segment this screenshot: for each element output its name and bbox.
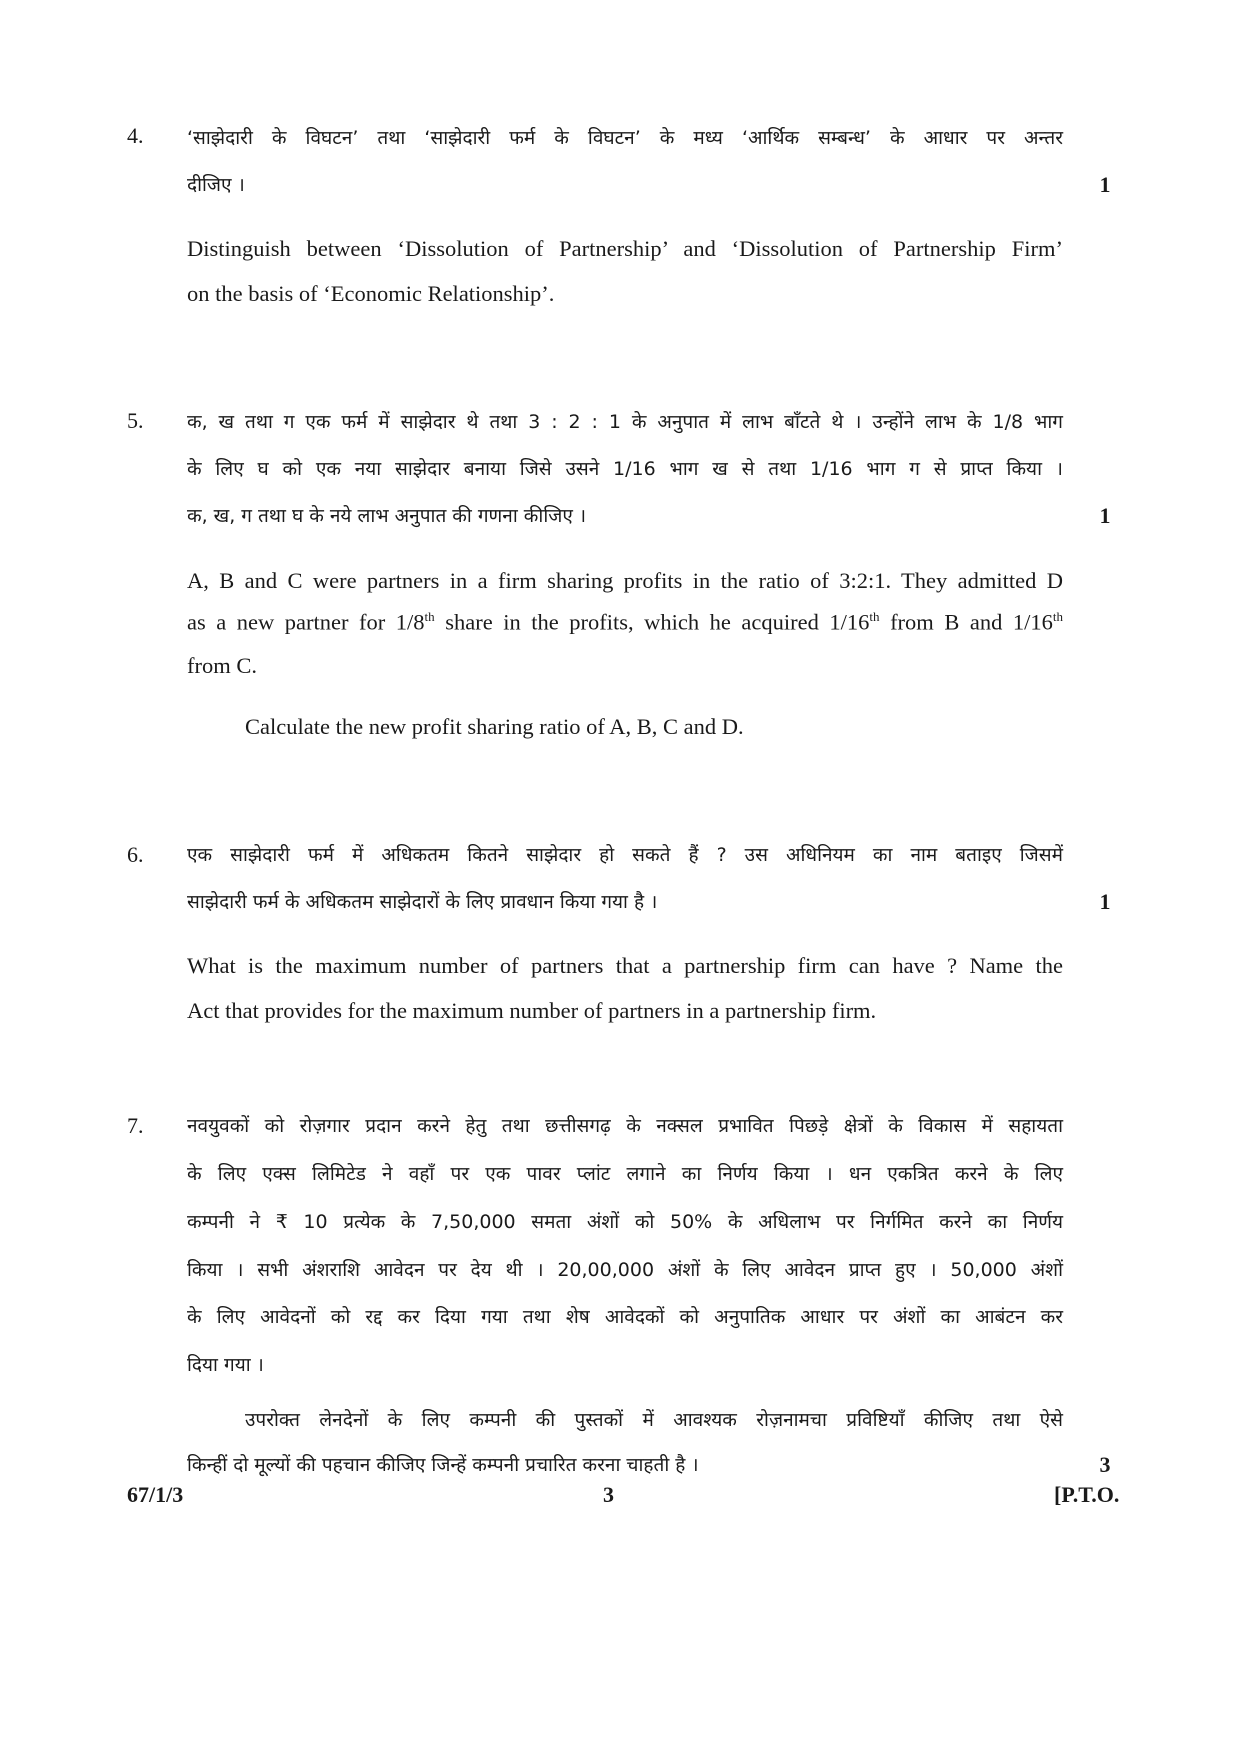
question-7-hindi-line-2: के लिए एक्स लिमिटेड ने वहाँ पर एक पावर प्लांट लगाने का निर्णय किया । धन एकत्रित करने के लिए: [187, 1163, 1063, 1185]
question-7-hindi-line-8: किन्हीं दो मूल्यों की पहचान कीजिए जिन्हें कम्पनी प्रचारित करना चाहती है ।: [187, 1454, 699, 1476]
text-span: as a new partner for 1/8: [187, 609, 425, 635]
question-4-english-line-2: on the basis of ‘Economic Relationship’.: [187, 281, 555, 306]
question-7-hindi-line-5: के लिए आवेदनों को रद्द कर दिया गया तथा शेष आवेदकों को अनुपातिक आधार पर अंशों का आबंटन कर: [187, 1306, 1063, 1328]
question-5-english-line-1: A, B and C were partners in a firm sharing profits in the ratio of 3:2:1. They admitted D: [187, 568, 1063, 593]
question-5-english-line-3: from C.: [187, 653, 257, 678]
question-7-hindi-line-7: उपरोक्त लेनदेनों के लिए कम्पनी की पुस्तकों में आवश्यक रोज़नामचा प्रविष्टियाँ कीजिए तथा ऐसे: [245, 1409, 1063, 1431]
question-7-marks: 3: [1099, 1452, 1111, 1477]
question-5-hindi-line-2: के लिए घ को एक नया साझेदार बनाया जिसे उसने 1/16 भाग ख से तथा 1/16 भाग ग से प्राप्त किया ।: [187, 458, 1063, 480]
question-7-hindi-line-4: किया । सभी अंशराशि आवेदन पर देय थी । 20,00,000 अंशों के लिए आवेदन प्राप्त हुए । 50,000 अंशों: [187, 1259, 1063, 1281]
text-span: share in the profits, which he acquired 1/16: [445, 609, 870, 635]
question-7-hindi-line-6: दिया गया ।: [187, 1354, 264, 1376]
question-5-hindi-line-3: क, ख, ग तथा घ के नये लाभ अनुपात की गणना कीजिए ।: [187, 505, 587, 527]
question-6-english-line-2: Act that provides for the maximum number of partners in a partnership firm.: [187, 998, 877, 1023]
question-4-marks: 1: [1099, 172, 1111, 197]
question-6-hindi-line-2: साझेदारी फर्म के अधिकतम साझेदारों के लिए प्रावधान किया गया है ।: [187, 891, 658, 913]
question-5-marks: 1: [1099, 503, 1111, 528]
question-4-english-line-1: Distinguish between ‘Dissolution of Partnership’ and ‘Dissolution of Partnership Firm’: [187, 236, 1063, 261]
paper-code: 67/1/3: [127, 1482, 184, 1507]
question-6-marks: 1: [1099, 889, 1111, 914]
question-5-hindi-line-1: क, ख तथा ग एक फर्म में साझेदार थे तथा 3 : 2 : 1 के अनुपात में लाभ बाँटते थे । उन्होंने लाभ के 1/8 भाग: [187, 411, 1063, 433]
page-number: 3: [603, 1482, 614, 1507]
question-number: 4.: [127, 123, 144, 148]
pto-label: [P.T.O.: [1054, 1482, 1120, 1507]
superscript: th: [424, 609, 435, 624]
superscript: th: [1052, 609, 1063, 624]
question-7-hindi-line-3: कम्पनी ने ₹ 10 प्रत्येक के 7,50,000 समता अंशों को 50% के अधिलाभ पर निर्गमित करने का निर्णय: [187, 1211, 1063, 1233]
superscript: th: [869, 609, 880, 624]
question-4-hindi-line-1: ‘साझेदारी के विघटन’ तथा ‘साझेदारी फर्म के विघटन’ के मध्य ‘आर्थिक सम्बन्ध’ के आधार पर अन्तर: [187, 127, 1063, 149]
question-number: 6.: [127, 842, 144, 867]
question-7-hindi-line-1: नवयुवकों को रोज़गार प्रदान करने हेतु तथा छत्तीसगढ़ के नक्सल प्रभावित पिछड़े क्षेत्रों के विकास में सहायता: [187, 1115, 1063, 1137]
text-span: from B and 1/16: [890, 609, 1053, 635]
question-4-hindi-line-2: दीजिए ।: [187, 174, 245, 196]
question-6-english-line-1: What is the maximum number of partners that a partnership firm can have ? Name the: [187, 953, 1063, 978]
question-number: 7.: [127, 1113, 144, 1138]
question-6-hindi-line-1: एक साझेदारी फर्म में अधिकतम कितने साझेदार हो सकते हैं ? उस अधिनियम का नाम बताइए जिसमें: [187, 844, 1063, 866]
question-5-english-line-2: [187, 609, 1063, 636]
question-5-english-line-4: Calculate the new profit sharing ratio of A, B, C and D.: [245, 714, 744, 739]
question-number: 5.: [127, 408, 144, 433]
